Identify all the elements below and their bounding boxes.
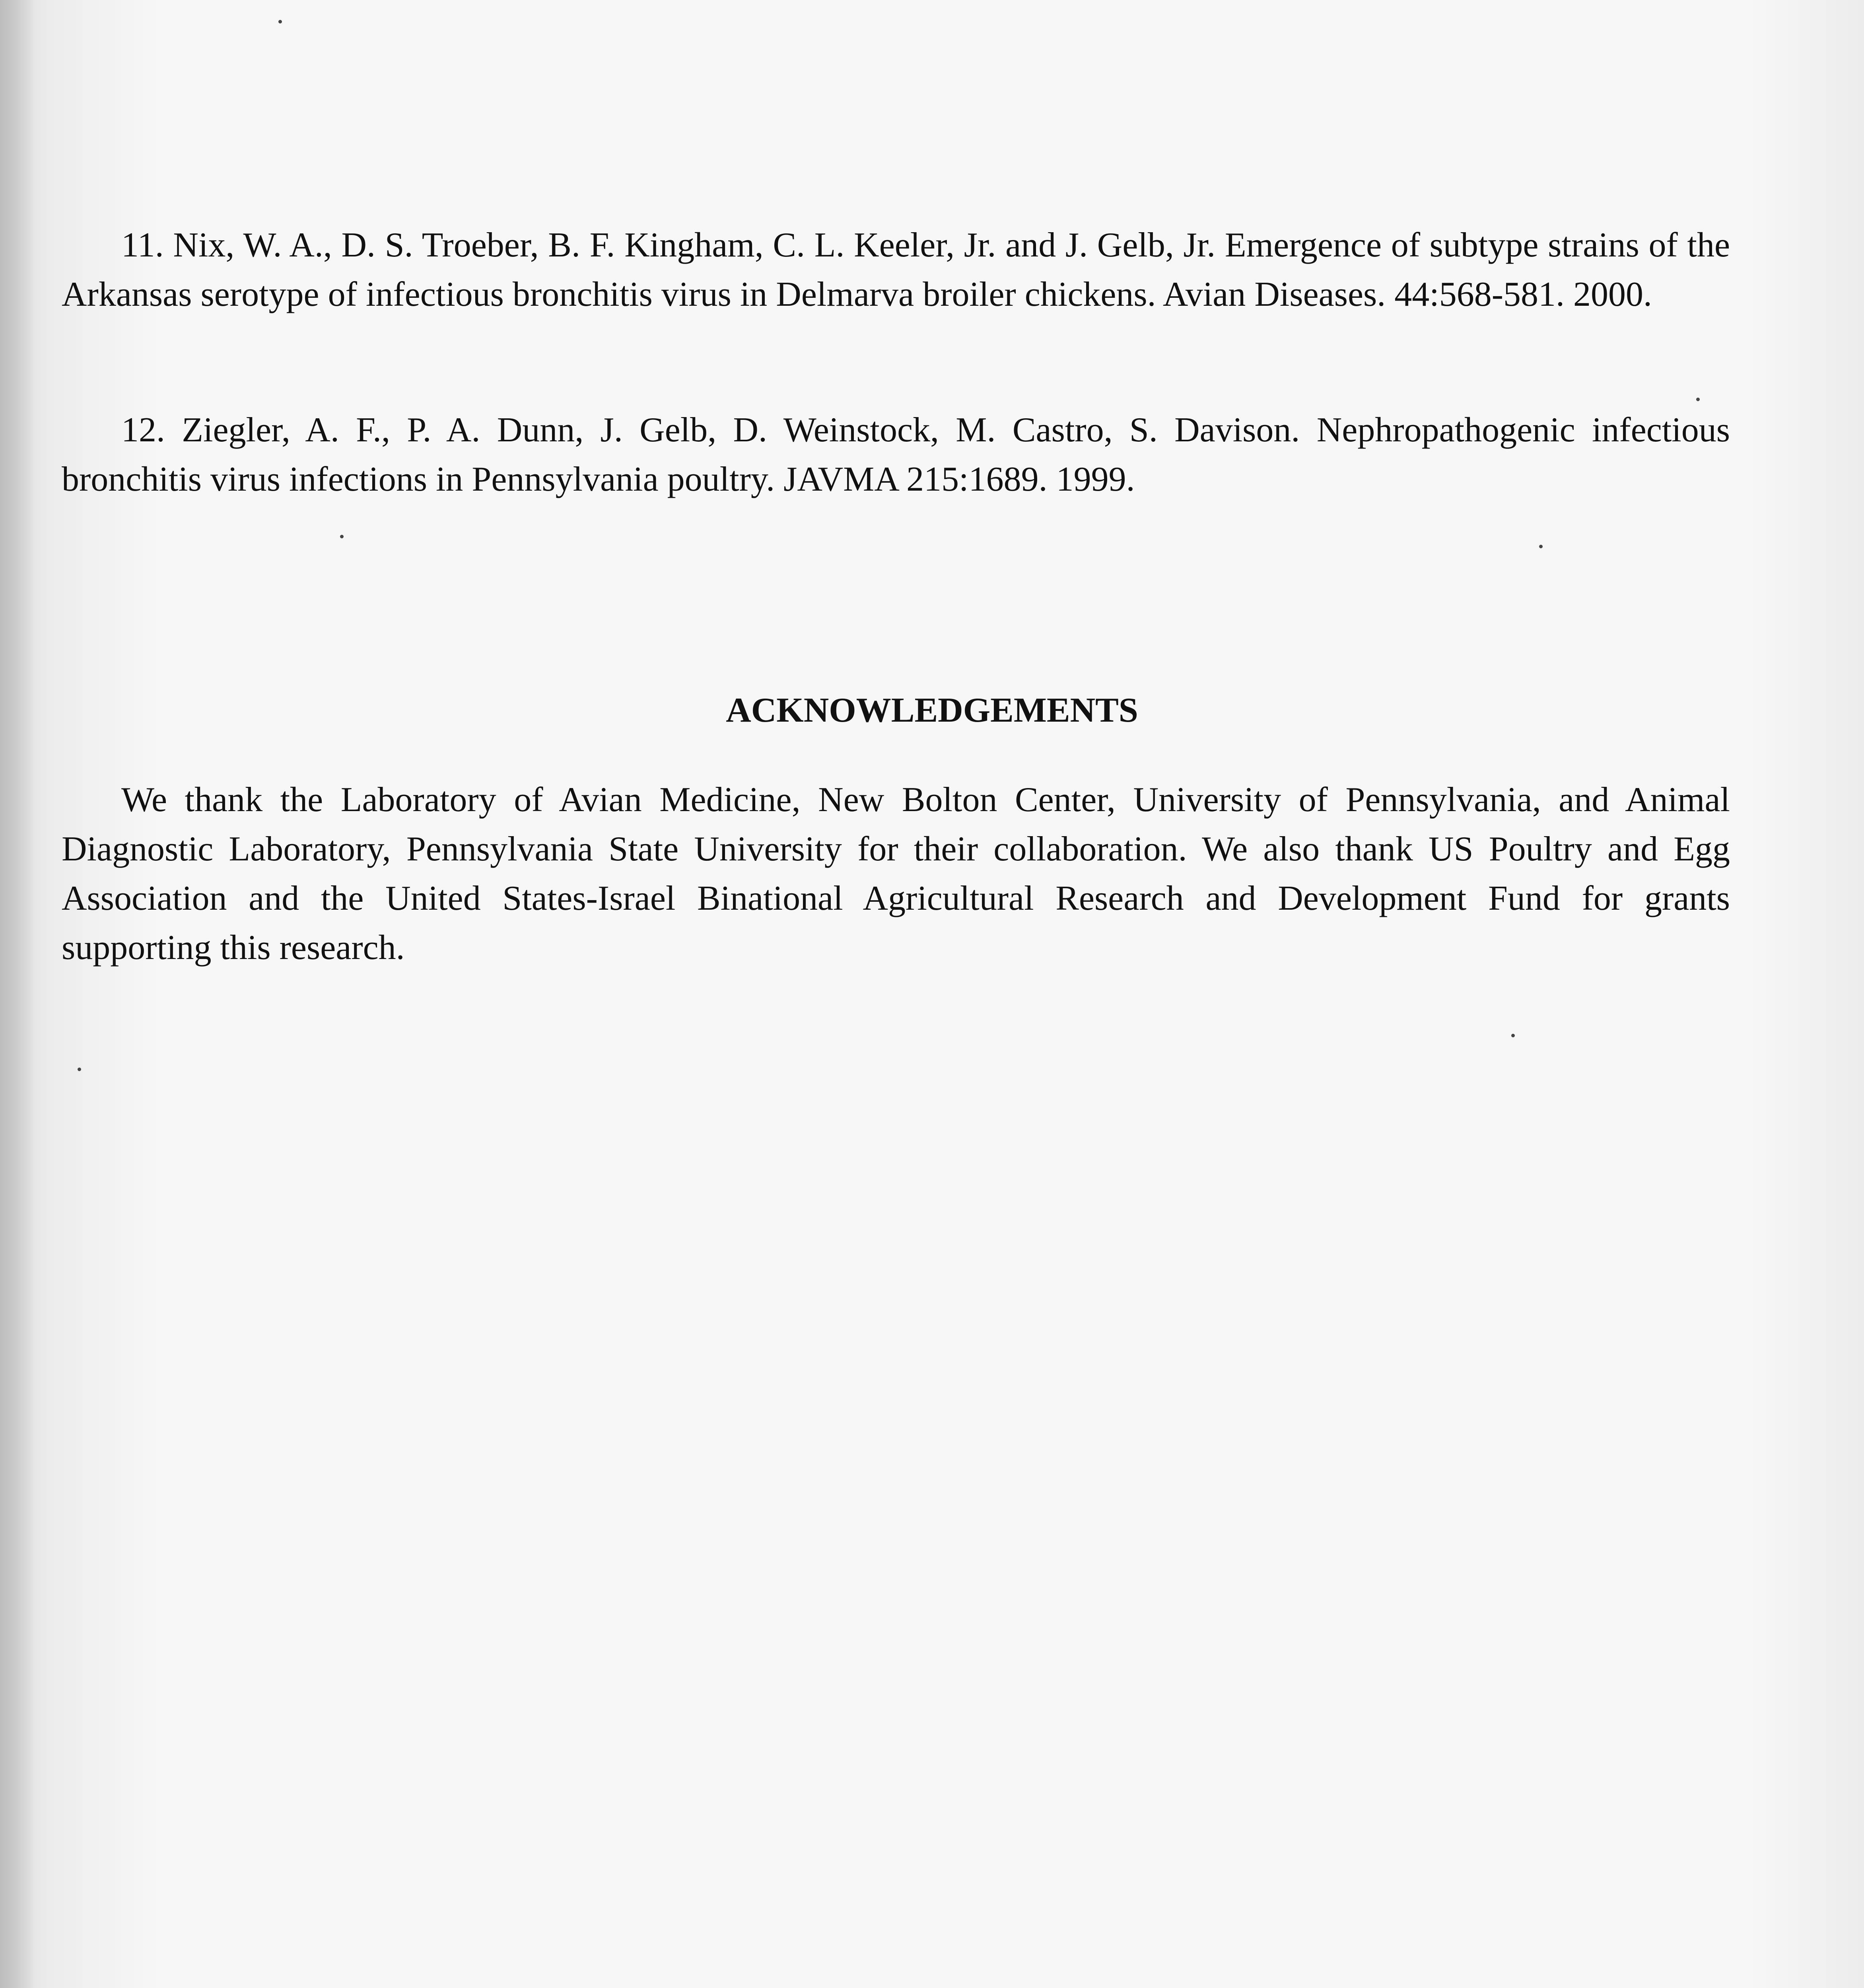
reference-12-text: Ziegler, A. F., P. A. Dunn, J. Gelb, D. Weinstock, M. Castro, S. Davison. Nephropathogenic infectious bronchitis virus infections in Pennsylvania poultry. JAVMA 215:1689. 1999. — [62, 411, 1730, 499]
reference-12-number: 12. — [121, 411, 165, 449]
reference-12 — [62, 406, 1730, 504]
page-edge-shadow — [0, 0, 36, 1988]
acknowledgements-heading: ACKNOWLEDGEMENTS — [726, 691, 1138, 730]
reference-11 — [62, 221, 1730, 319]
scan-speck — [278, 20, 282, 23]
scan-speck — [340, 535, 344, 538]
scan-speck — [1511, 1034, 1515, 1037]
acknowledgements-paragraph: We thank the Laboratory of Avian Medicine, New Bolton Center, University of Pennsylvania, and Animal Diagnostic Laboratory, Pennsylvania State University for their collaboration. We also thank US Poultry and Egg Association and the United States-Israel Binational Agricultural Research and Development Fund for grants supporting this research. — [62, 780, 1730, 967]
scan-speck — [1539, 545, 1543, 548]
scan-speck — [1696, 398, 1700, 401]
reference-11-number: 11. — [121, 226, 164, 264]
reference-11-text: Nix, W. A., D. S. Troeber, B. F. Kingham, C. L. Keeler, Jr. and J. Gelb, Jr. Emergence of subtype strains of the Arkansas serotype of infectious bronchitis virus in Delmarva broiler chickens. Avian Diseases. 44:568-581. 2000. — [62, 226, 1730, 314]
scan-speck — [78, 1068, 81, 1071]
